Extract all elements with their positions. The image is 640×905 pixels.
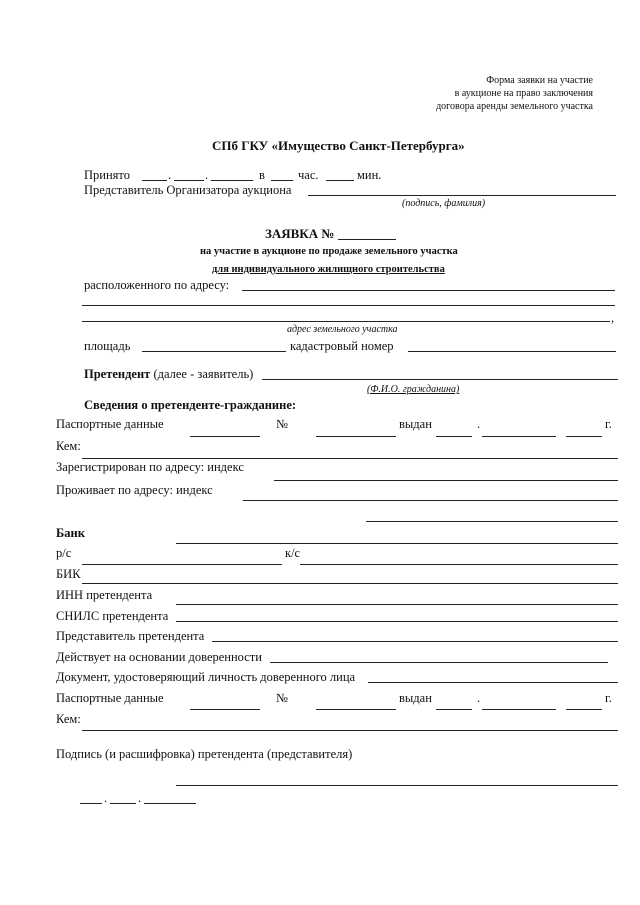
bank-bik-field[interactable] bbox=[82, 583, 618, 584]
passport1-number-field[interactable] bbox=[316, 436, 396, 437]
date-sep2: . bbox=[138, 791, 142, 805]
form-note-line3: договора аренды земельного участка bbox=[436, 101, 593, 112]
applicant-label bbox=[84, 367, 253, 381]
received-label: Принято bbox=[84, 168, 130, 182]
passport2-number-label: № bbox=[276, 691, 288, 705]
resides-field-1[interactable] bbox=[243, 500, 618, 501]
passport1-year-field[interactable] bbox=[566, 436, 602, 437]
application-number-field[interactable] bbox=[338, 239, 396, 240]
address-field-3[interactable] bbox=[82, 321, 610, 322]
bank-ks-label: к/с bbox=[285, 546, 301, 560]
snils-field[interactable] bbox=[176, 621, 618, 622]
passport1-label: Паспортные данные bbox=[56, 417, 164, 431]
organization-title: СПб ГКУ «Имущество Санкт-Петербурга» bbox=[212, 138, 465, 153]
passport2-month-field[interactable] bbox=[482, 709, 556, 710]
passport2-label: Паспортные данные bbox=[56, 691, 164, 705]
cadastral-field[interactable] bbox=[408, 351, 616, 352]
address-field-2[interactable] bbox=[82, 305, 615, 306]
registered-label: Зарегистрирован по адресу: индекс bbox=[56, 460, 244, 474]
signature-label: Подпись (и расшифровка) претендента (представителя) bbox=[56, 747, 353, 761]
area-field[interactable] bbox=[142, 351, 286, 352]
organizer-rep-label: Представитель Организатора аукциона bbox=[84, 183, 292, 197]
registered-field[interactable] bbox=[274, 480, 618, 481]
id-document-field[interactable] bbox=[368, 682, 618, 683]
representative-label: Представитель претендента bbox=[56, 629, 205, 643]
passport2-year-label: г. bbox=[605, 691, 612, 705]
applicant-label-bold: Претендент bbox=[84, 367, 151, 381]
passport1-day-field[interactable] bbox=[436, 436, 472, 437]
passport2-issued-label: выдан bbox=[399, 691, 432, 705]
application-subtitle2: для индивидуального жилищного строительства bbox=[212, 264, 445, 275]
bank-bik-label: БИК bbox=[56, 567, 81, 581]
representative-field[interactable] bbox=[212, 641, 618, 642]
applicant-label-rest: (далее - заявитель) bbox=[153, 367, 254, 381]
id-document-label: Документ, удостоверяющий личность доверенного лица bbox=[56, 670, 356, 684]
bank-name-field[interactable] bbox=[176, 543, 618, 544]
inn-field[interactable] bbox=[176, 604, 618, 605]
passport1-issued-label: выдан bbox=[399, 417, 432, 431]
bank-rs-label: р/с bbox=[56, 546, 72, 560]
passport2-dot1: . bbox=[477, 691, 481, 705]
resides-label: Проживает по адресу: индекс bbox=[56, 483, 213, 497]
received-hour-label: час. bbox=[298, 168, 319, 182]
bank-rs-field[interactable] bbox=[82, 564, 282, 565]
application-subtitle1: на участие в аукционе по продаже земельного участка bbox=[200, 246, 458, 257]
address-caption: адрес земельного участка bbox=[287, 324, 398, 335]
address-comma: , bbox=[611, 311, 615, 325]
passport1-year-label: г. bbox=[605, 417, 612, 431]
signature-field[interactable] bbox=[176, 785, 618, 786]
passport1-number-label: № bbox=[276, 417, 288, 431]
passport1-series-field[interactable] bbox=[190, 436, 260, 437]
organizer-rep-caption: (подпись, фамилия) bbox=[402, 198, 486, 209]
received-month-field[interactable] bbox=[174, 180, 204, 181]
application-title: ЗАЯВКА № bbox=[265, 226, 335, 241]
snils-label: СНИЛС претендента bbox=[56, 609, 169, 623]
location-label: расположенного по адресу: bbox=[84, 278, 230, 292]
applicant-info-title: Сведения о претенденте-гражданине: bbox=[84, 398, 297, 412]
received-min-field[interactable] bbox=[326, 180, 354, 181]
inn-label: ИНН претендента bbox=[56, 588, 153, 602]
received-day-field[interactable] bbox=[142, 180, 167, 181]
passport1-month-field[interactable] bbox=[482, 436, 556, 437]
issued-by-field[interactable] bbox=[82, 458, 618, 459]
date-year-field[interactable] bbox=[144, 803, 196, 804]
organizer-rep-field[interactable] bbox=[308, 195, 616, 196]
power-of-attorney-label: Действует на основании доверенности bbox=[56, 650, 262, 664]
passport2-series-field[interactable] bbox=[190, 709, 260, 710]
address-field-1[interactable] bbox=[242, 290, 615, 291]
received-in-label: в bbox=[259, 168, 265, 182]
received-hour-field[interactable] bbox=[271, 180, 293, 181]
date-month-field[interactable] bbox=[110, 803, 136, 804]
received-sep1: . bbox=[168, 168, 172, 182]
passport2-number-field[interactable] bbox=[316, 709, 396, 710]
resides-field-2[interactable] bbox=[366, 521, 618, 522]
passport2-year-field[interactable] bbox=[566, 709, 602, 710]
form-note-line1: Форма заявки на участие bbox=[486, 75, 593, 86]
received-year-field[interactable] bbox=[211, 180, 253, 181]
applicant-name-field[interactable] bbox=[262, 379, 618, 380]
passport1-dot1: . bbox=[477, 417, 481, 431]
date-day-field[interactable] bbox=[80, 803, 102, 804]
passport2-day-field[interactable] bbox=[436, 709, 472, 710]
received-sep2: . bbox=[205, 168, 209, 182]
power-of-attorney-field[interactable] bbox=[270, 662, 608, 663]
bank-title: Банк bbox=[56, 526, 85, 540]
applicant-caption: (Ф.И.О. гражданина) bbox=[367, 384, 460, 395]
issued-by-label: Кем: bbox=[56, 439, 81, 453]
form-note-line2: в аукционе на право заключения bbox=[454, 88, 593, 99]
issued-by2-label: Кем: bbox=[56, 712, 81, 726]
date-sep1: . bbox=[104, 791, 108, 805]
issued-by2-field[interactable] bbox=[82, 730, 618, 731]
received-min-label: мин. bbox=[357, 168, 382, 182]
cadastral-label: кадастровый номер bbox=[290, 339, 394, 353]
area-label: площадь bbox=[84, 339, 131, 353]
bank-ks-field[interactable] bbox=[300, 564, 618, 565]
